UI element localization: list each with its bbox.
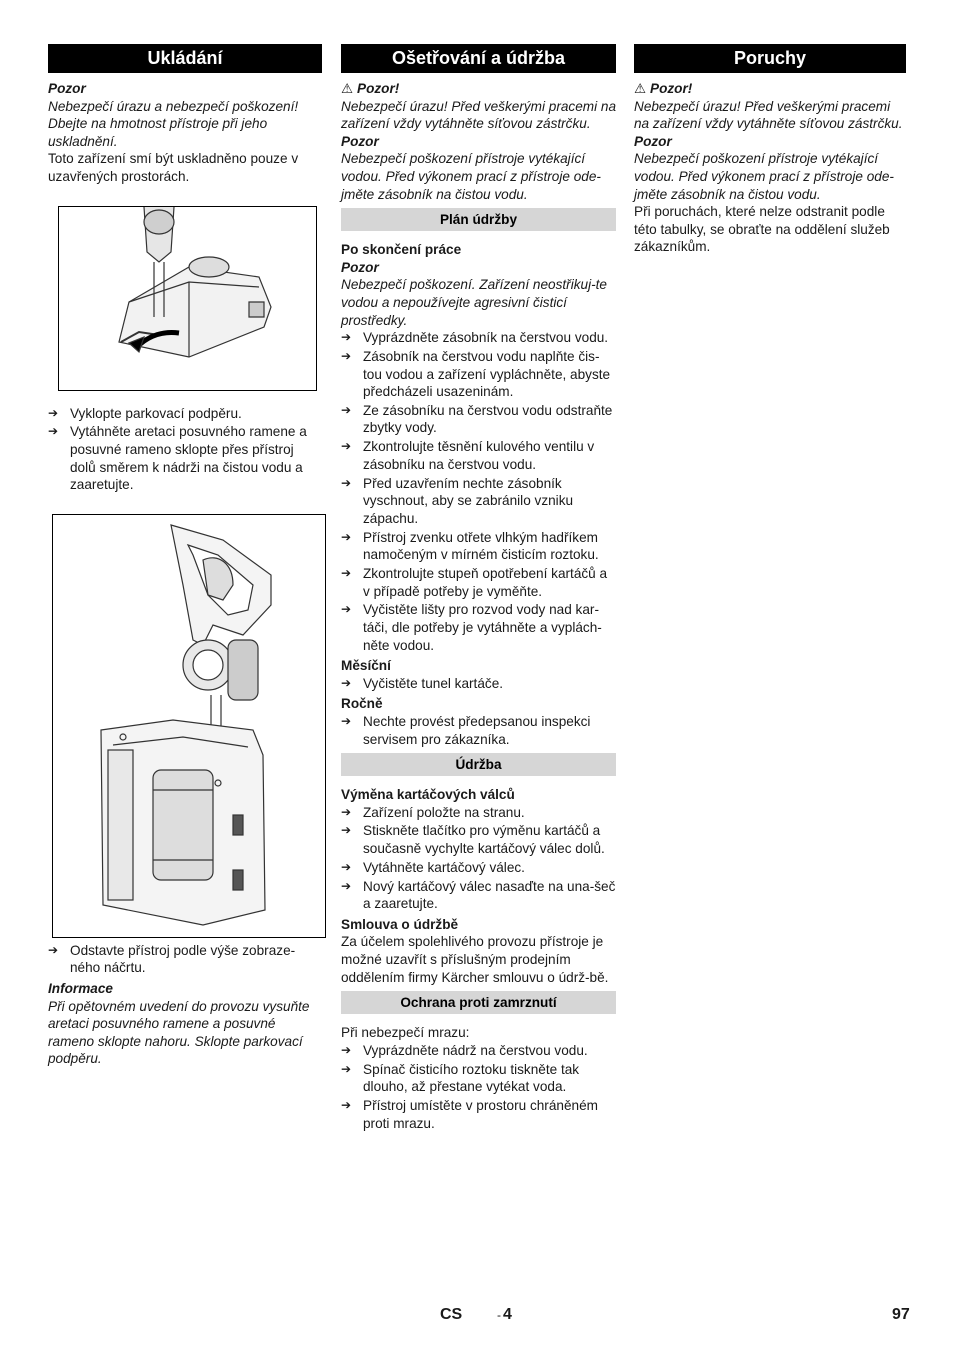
list-item: ➔ Vyprázdněte zásobník na čerstvou vodu. bbox=[341, 329, 616, 347]
pozor-text: Nebezpečí poškození přístroje vytékající vodou. Před výkonem prací z přístroje ode-jměte zásobník na čistou vodu. bbox=[341, 151, 601, 202]
monthly-heading: Měsíční bbox=[341, 658, 391, 674]
list-item: ➔ Vytáhněte aretaci posuvného ramene a posuvné rameno sklopte přes přístroj dolů směrem k nádrži na čistou vodu a zaaretujte. bbox=[48, 423, 322, 493]
list-item: ➔ Vyčistěte tunel kartáče. bbox=[341, 675, 616, 693]
warning-triangle-icon: ⚠ bbox=[341, 81, 354, 96]
list-item: ➔ Zkontrolujte stupeň opotřebení kartáčů a v případě potřeby je vyměňte. bbox=[341, 565, 616, 600]
warning-triangle-icon: ⚠ bbox=[634, 81, 647, 96]
footer-local-page-number: 4 bbox=[503, 1306, 512, 1323]
list-item: ➔ Zásobník na čerstvou vodu naplňte čis-tou vodou a zařízení vypláchněte, abyste předcházeli usazeninám. bbox=[341, 348, 616, 401]
section-title-faults: Poruchy bbox=[634, 44, 906, 73]
subsection-maintenance: Údržba bbox=[341, 753, 616, 776]
list-item: ➔ Vyklopte parkovací podpěru. bbox=[48, 405, 322, 423]
storage-warning: Nebezpečí úrazu a nebezpečí poškození! Dbejte na hmotnost přístroje při jeho uskladnění. bbox=[48, 98, 299, 149]
warning-label: Pozor! bbox=[650, 81, 693, 96]
yearly-heading: Ročně bbox=[341, 696, 383, 712]
list-item: ➔ Vyčistěte lišty pro rozvod vody nad kar-táči, dle potřeby je vytáhněte a vyplách-něte vodou. bbox=[341, 601, 616, 654]
brush-steps bbox=[341, 804, 616, 913]
warning-text: Nebezpečí úrazu! Před veškerými pracemi na zařízení vždy vytáhněte síťovou zástrčku. bbox=[341, 98, 617, 132]
list-item: ➔ Ze zásobníku na čerstvou vodu odstraňte zbytky vody. bbox=[341, 402, 616, 437]
monthly-steps bbox=[341, 675, 616, 693]
list-item: ➔ Přístroj umístěte v prostoru chráněném proti mrazu. bbox=[341, 1097, 616, 1132]
info-text: Při opětovném uvedení do provozu vysuňte aretaci posuvného ramene a posuvné rameno sklopte nahoru. Sklopte parkovací podpěru. bbox=[48, 998, 310, 1067]
column-maintenance bbox=[341, 44, 616, 1133]
figure-stored-device bbox=[52, 514, 326, 938]
contract-heading: Smlouva o údržbě bbox=[341, 916, 459, 932]
column-faults bbox=[634, 44, 906, 256]
brush-change-heading: Výměna kartáčových válců bbox=[341, 787, 515, 803]
figure-parking-support bbox=[58, 206, 317, 391]
yearly-steps bbox=[341, 713, 616, 748]
subsection-maintenance-plan: Plán údržby bbox=[341, 208, 616, 231]
steps-list-1 bbox=[48, 405, 322, 494]
list-item: ➔ Spínač čisticího roztoku tiskněte tak dlouho, až přestane vytékat voda. bbox=[341, 1061, 616, 1096]
pozor-text: Nebezpečí poškození. Zařízení neostřikuj-te vodou a nepoužívejte agresivní čisticí prostředky. bbox=[341, 277, 607, 328]
list-item: ➔ Vytáhněte kartáčový válec. bbox=[341, 859, 616, 877]
column-storage bbox=[48, 44, 322, 1068]
info-label: Informace bbox=[48, 980, 113, 996]
after-work-steps bbox=[341, 329, 616, 654]
pozor-label: Pozor bbox=[634, 133, 672, 149]
pozor-label: Pozor bbox=[341, 259, 379, 275]
subsection-frost: Ochrana proti zamrznutí bbox=[341, 991, 616, 1014]
list-item: ➔ Před uzavřením nechte zásobník vyschnout, aby se zabránilo vzniku zápachu. bbox=[341, 475, 616, 528]
list-item: ➔ Zařízení položte na stranu. bbox=[341, 804, 616, 822]
list-item: ➔ Odstavte přístroj podle výše zobraze-ného náčrtu. bbox=[48, 942, 322, 977]
steps-list-2 bbox=[48, 942, 322, 977]
list-item: ➔ Přístroj zvenku otřete vlhkým hadříkem namočeným v mírném čisticím roztoku. bbox=[341, 529, 616, 564]
list-item: ➔ Zkontrolujte těsnění kulového ventilu v zásobníku na čerstvou vodu. bbox=[341, 438, 616, 473]
warning-label: Pozor! bbox=[357, 81, 400, 96]
faults-text: Při poruchách, které nelze odstranit podle této tabulky, se obraťte na oddělení služeb zákazníkům. bbox=[634, 204, 890, 255]
warning-text: Nebezpečí úrazu! Před veškerými pracemi na zařízení vždy vytáhněte síťovou zástrčku. bbox=[634, 98, 903, 132]
list-item: ➔ Nový kartáčový válec nasaďte na una-šeč a zaaretujte. bbox=[341, 878, 616, 913]
section-title-storage: Ukládání bbox=[48, 44, 322, 73]
contract-text: Za účelem spolehlivého provozu přístroje je možné uzavřít s příslušným prodejním oddělením firmy Kärcher smlouvu o údrž-bě. bbox=[341, 934, 609, 985]
section-title-maintenance: Ošetřování a údržba bbox=[341, 44, 616, 73]
footer-language: CS bbox=[440, 1306, 463, 1323]
pozor-text: Nebezpečí poškození přístroje vytékající vodou. Před výkonem prací z přístroje ode-jměte zásobník na čistou vodu. bbox=[634, 151, 894, 202]
list-item: ➔ Nechte provést předepsanou inspekci servisem pro zákazníka. bbox=[341, 713, 616, 748]
pozor-label: Pozor bbox=[341, 133, 379, 149]
list-item: ➔ Vyprázdněte nádrž na čerstvou vodu. bbox=[341, 1042, 616, 1060]
frost-steps bbox=[341, 1042, 616, 1132]
storage-text: Toto zařízení smí být uskladněno pouze v uzavřených prostorách. bbox=[48, 151, 299, 184]
after-work-heading: Po skončení práce bbox=[341, 242, 462, 258]
footer-local-page: - 4 bbox=[497, 1306, 512, 1323]
footer-page-number: 97 bbox=[892, 1306, 910, 1323]
frost-intro: Při nebezpečí mrazu: bbox=[341, 1025, 470, 1041]
pozor-label: Pozor bbox=[48, 81, 86, 96]
list-item: ➔ Stiskněte tlačítko pro výměnu kartáčů a současně vychylte kartáčový válec dolů. bbox=[341, 822, 616, 857]
